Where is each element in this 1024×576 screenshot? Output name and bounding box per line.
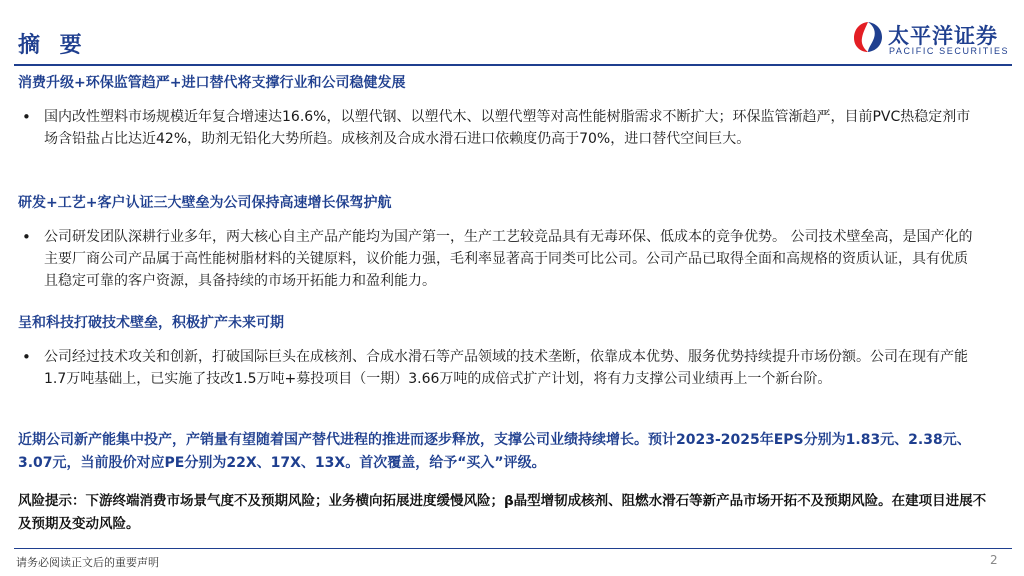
footer-divider: [14, 548, 1012, 549]
pacific-securities-logo-icon: [852, 20, 884, 54]
bullet-icon: •: [22, 348, 31, 366]
logo-chinese-name: 太平洋证券: [888, 24, 998, 48]
page-title: 摘 要: [18, 33, 88, 58]
header-divider: [14, 64, 1012, 66]
section-body: 公司研发团队深耕行业多年，两大核心自主产品产能均为国产第一，生产工艺较竞品具有无毒环保、低成本的竞争优势。 公司技术壁垒高，是国产化的主要厂商公司产品属于高性能树脂材料的关键原料，议价能力强，毛利率显著高于同类可比公司。公司产品已取得全面和高规格的资质认证，具有优质且稳定可靠的客户资源，具备持续的市场开拓能力和盈利能力。: [44, 229, 973, 289]
company-logo: [852, 14, 1012, 58]
section-heading: 呈和科技打破技术壁垒，积极扩产未来可期: [18, 315, 284, 331]
risk-warning: 风险提示：下游终端消费市场景气度不及预期风险；业务横向拓展进度缓慢风险；β晶型增韧成核剂、阻燃水滑石等新产品市场开拓不及预期风险。在建项目进展不及预期及变动风险。: [18, 493, 987, 532]
logo-english-name: PACIFIC SECURITIES: [889, 46, 1010, 56]
section-heading: 研发+工艺+客户认证三大壁垒为公司保持高速增长保驾护航: [18, 195, 392, 211]
bullet-icon: •: [22, 108, 31, 126]
bullet-icon: •: [22, 228, 31, 246]
section-body: 国内改性塑料市场规模近年复合增速达16.6%，以塑代钢、以塑代木、以塑代塑等对高性能树脂需求不断扩大；环保监管渐趋严，目前PVC热稳定剂市场含铅盐占比达近42%，助剂无铅化大势所趋。成核剂及合成水滑石进口依赖度仍高于70%，进口替代空间巨大。: [44, 109, 971, 147]
investment-conclusion: 近期公司新产能集中投产，产销量有望随着国产替代进程的推进而逐步释放，支撑公司业绩持续增长。预计2023-2025年EPS分别为1.83元、2.38元、3.07元，当前股价对应PE分别为22X、17X、13X。首次覆盖，给予“买入”评级。: [18, 432, 971, 471]
page-number: 2: [990, 553, 998, 567]
section-heading: 消费升级+环保监管趋严+进口替代将支撑行业和公司稳健发展: [18, 75, 406, 91]
disclaimer-note: 请务必阅读正文后的重要声明: [16, 556, 159, 569]
section-body: 公司经过技术攻关和创新，打破国际巨头在成核剂、合成水滑石等产品领域的技术垄断，依靠成本优势、服务优势持续提升市场份额。公司在现有产能1.7万吨基础上，已实施了技改1.5万吨+募投项目（一期）3.66万吨的成倍式扩产计划，将有力支撑公司业绩再上一个新台阶。: [44, 349, 968, 387]
